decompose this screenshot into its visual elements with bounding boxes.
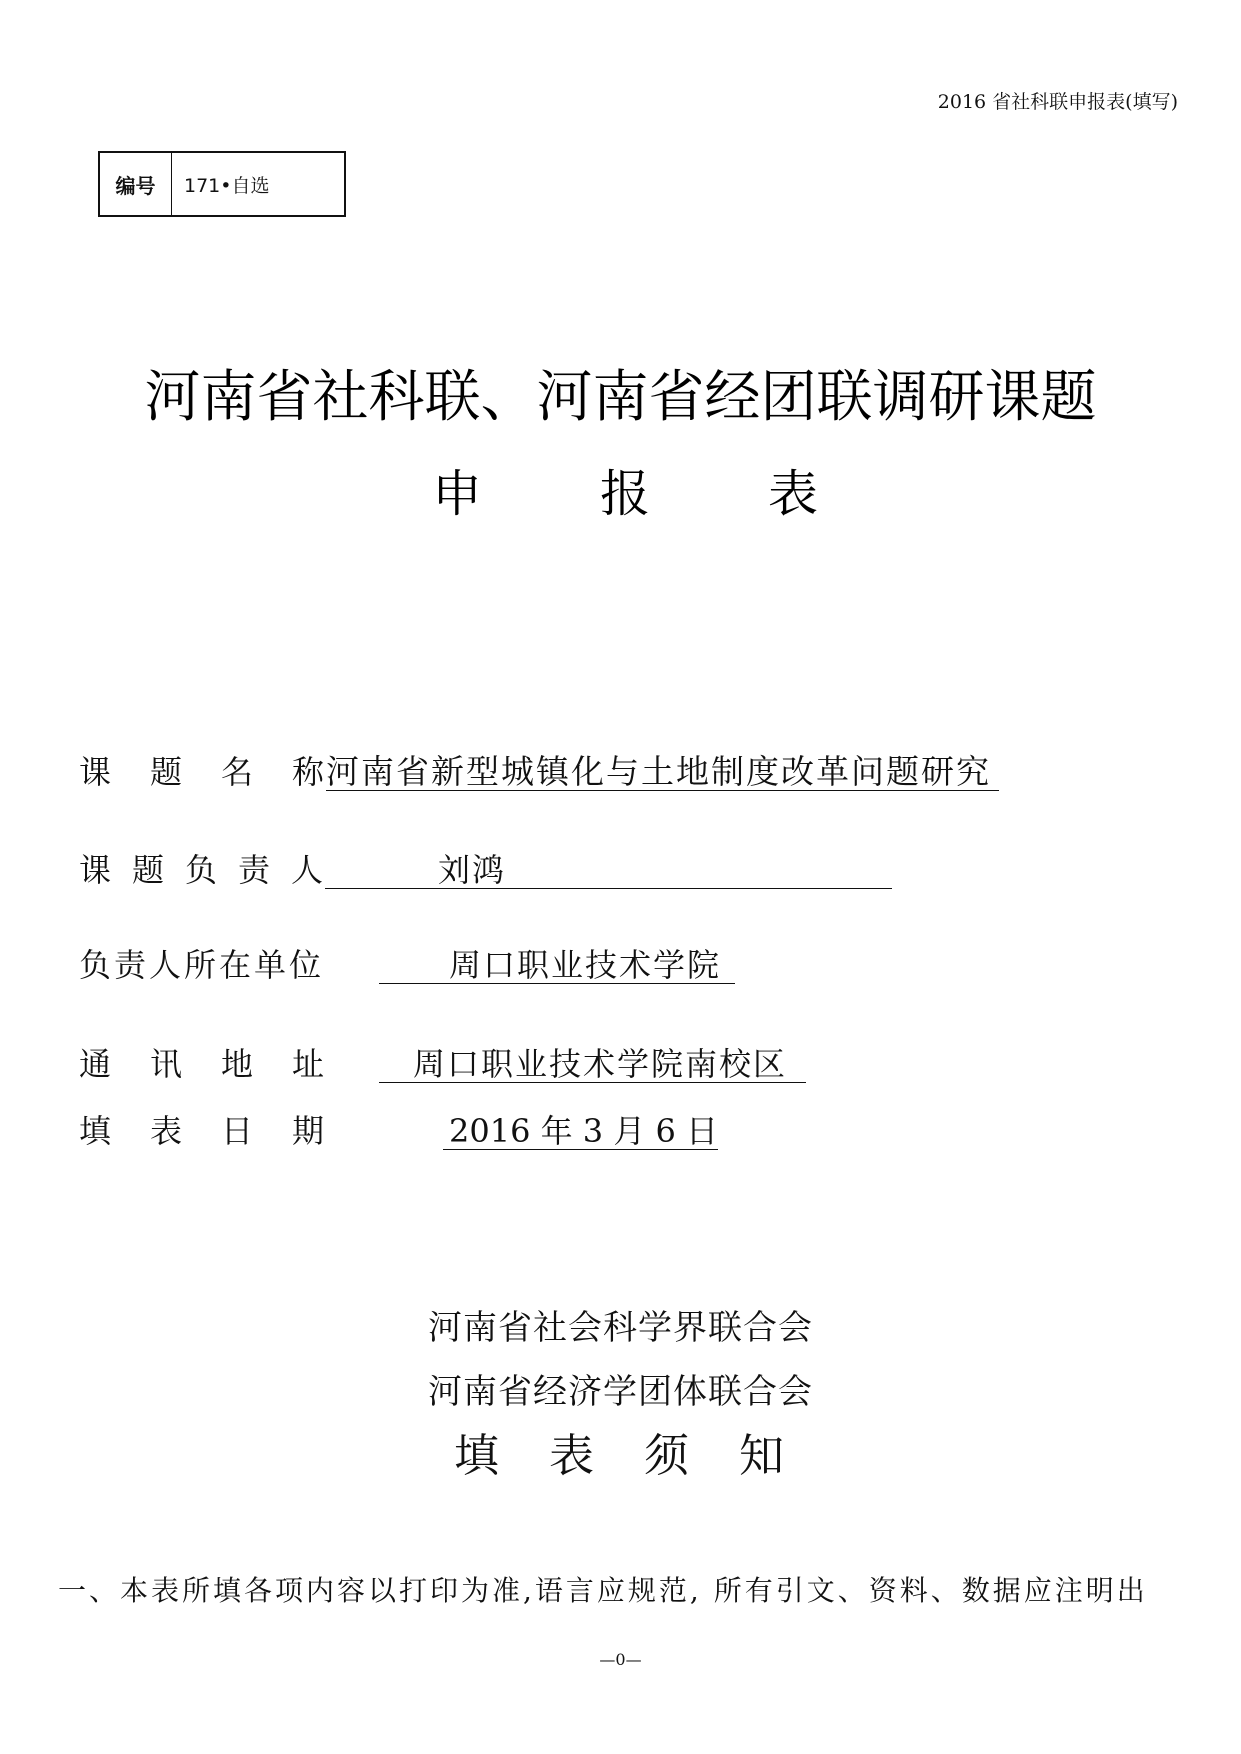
address-label: 通讯地址 [79, 1045, 364, 1083]
page-title: 河南省社科联、河南省经团联调研课题 [144, 365, 1097, 430]
topic-name-label: 课题名称 [79, 753, 364, 791]
number-box-value: 171•自选 [184, 174, 270, 197]
unit-field [379, 947, 735, 984]
address-value: 周口职业技术学院南校区 [379, 1046, 806, 1083]
date-field [443, 1113, 718, 1150]
leader-value: 刘鸿 [325, 852, 892, 889]
organization-line: 河南省经济学团体联合会 [428, 1372, 813, 1412]
page-number: —0— [599, 1650, 642, 1669]
topic-name-field [326, 754, 999, 791]
date-label: 填表日期 [79, 1112, 364, 1150]
unit-label: 负责人所在单位 [79, 946, 325, 984]
leader-label: 课题负责人 [79, 851, 345, 889]
leader-field [325, 852, 892, 889]
date-value: 2016 年 3 月 6 日 [443, 1113, 718, 1150]
notice-title: 填表须知 [454, 1429, 835, 1482]
number-box-label: 编号 [100, 153, 172, 215]
topic-name-value: 河南省新型城镇化与土地制度改革问题研究 [326, 754, 999, 791]
notice-item: 一、本表所填各项内容以打印为准,语言应规范, 所有引文、资料、数据应注明出 [58, 1574, 1148, 1607]
organization-line: 河南省社会科学界联合会 [428, 1308, 813, 1348]
address-field [379, 1046, 806, 1083]
page-subtitle: 申报表 [432, 465, 936, 523]
document-header-label: 2016 省社科联申报表(填写) [937, 91, 1178, 113]
number-box [98, 151, 346, 217]
unit-value: 周口职业技术学院 [379, 947, 735, 984]
